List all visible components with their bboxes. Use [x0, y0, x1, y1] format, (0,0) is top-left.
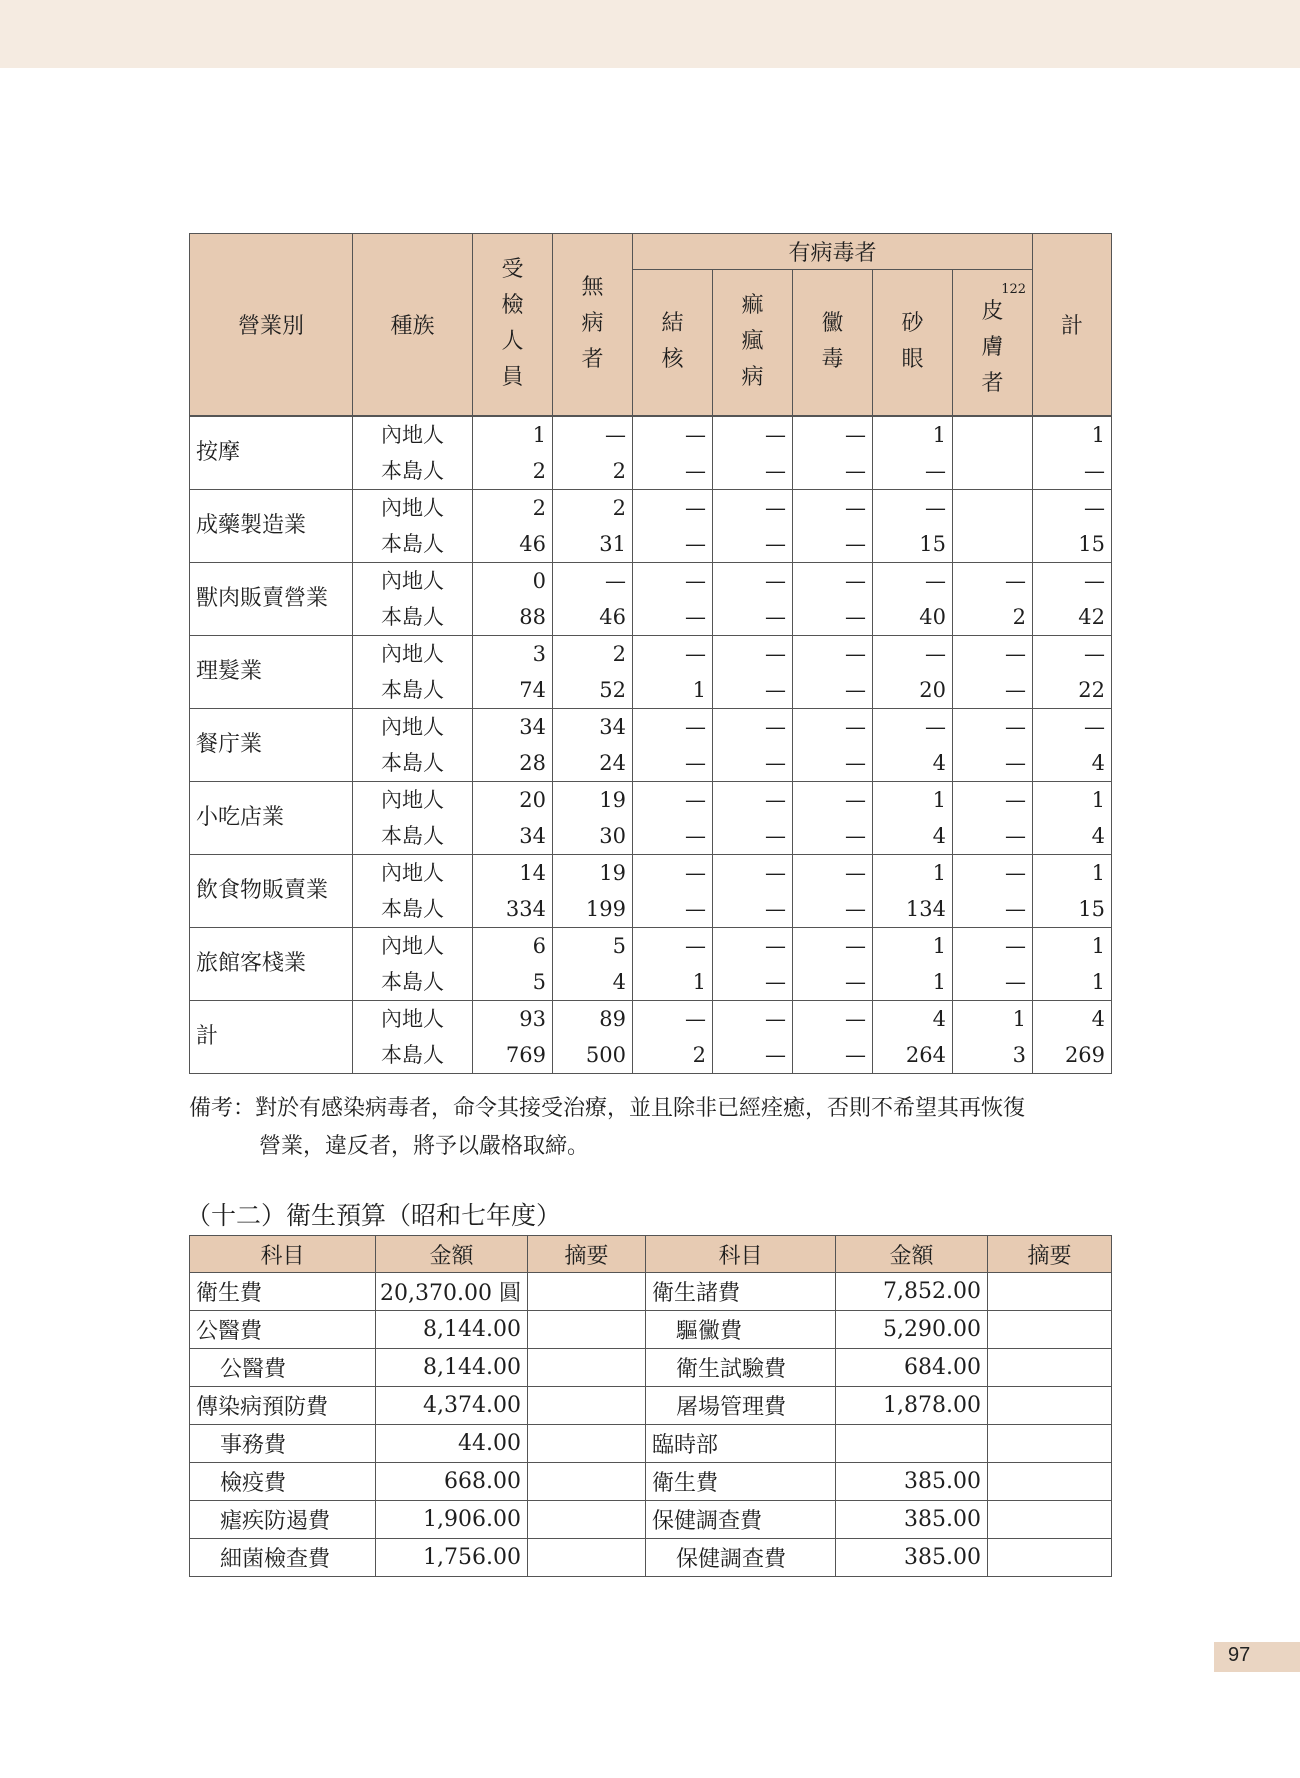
budget-row — [190, 1501, 1112, 1539]
budget-amount: 1,878.00 — [836, 1387, 988, 1425]
value-cell: — — [953, 818, 1033, 855]
business-type: 獸肉販賣營業 — [190, 562, 353, 635]
header-label: 結 核 — [661, 311, 684, 373]
value-cell: — — [793, 416, 873, 453]
header-note-right: 摘要 — [988, 1236, 1112, 1273]
value-cell: 2 — [473, 489, 553, 526]
value-cell: 2 — [553, 489, 633, 526]
value-cell: 14 — [473, 854, 553, 891]
table-row — [190, 416, 1112, 453]
business-type: 旅館客棧業 — [190, 927, 353, 1000]
value-cell: — — [633, 453, 713, 490]
value-cell: 0 — [473, 562, 553, 599]
header-infected-group: 有病毒者 — [633, 234, 1033, 270]
race-cell: 內地人 — [353, 562, 473, 599]
budget-item: 衛生試驗費 — [646, 1349, 836, 1387]
value-cell: 769 — [473, 1037, 553, 1074]
value-cell: 22 — [1033, 672, 1112, 709]
value-cell: 93 — [473, 1000, 553, 1037]
value-cell: 199 — [553, 891, 633, 928]
value-cell: — — [793, 964, 873, 1001]
budget-amount: 1,756.00 — [376, 1539, 528, 1577]
budget-amount: 20,370.00 圓 — [376, 1273, 528, 1311]
budget-note — [528, 1425, 646, 1463]
budget-amount: 8,144.00 — [376, 1311, 528, 1349]
value-cell: — — [793, 708, 873, 745]
value-cell — [953, 453, 1033, 490]
value-cell: 20 — [473, 781, 553, 818]
budget-item: 細菌檢查費 — [190, 1539, 376, 1577]
value-cell: 4 — [873, 745, 953, 782]
value-cell: — — [1033, 453, 1112, 490]
budget-amount: 385.00 — [836, 1501, 988, 1539]
race-cell: 本島人 — [353, 599, 473, 636]
value-cell: — — [633, 635, 713, 672]
value-cell: 34 — [553, 708, 633, 745]
race-cell: 本島人 — [353, 818, 473, 855]
table-row — [190, 708, 1112, 745]
value-cell: 2 — [473, 453, 553, 490]
budget-note — [988, 1539, 1112, 1577]
remark-line-1: 備考：對於有感染病毒者，命令其接受治療，並且除非已經痊癒，否則不希望其再恢復 — [189, 1096, 1026, 1121]
inspection-table — [189, 233, 1112, 1074]
value-cell: 4 — [1033, 745, 1112, 782]
budget-note — [988, 1349, 1112, 1387]
value-cell: 15 — [873, 526, 953, 563]
budget-note — [988, 1463, 1112, 1501]
value-cell: 1 — [1033, 927, 1112, 964]
value-cell: — — [953, 927, 1033, 964]
value-cell: 1 — [1033, 964, 1112, 1001]
budget-item: 傳染病預防費 — [190, 1387, 376, 1425]
value-cell: — — [793, 891, 873, 928]
value-cell: 264 — [873, 1037, 953, 1074]
value-cell: — — [713, 818, 793, 855]
value-cell: 31 — [553, 526, 633, 563]
value-cell — [953, 489, 1033, 526]
value-cell: — — [793, 1037, 873, 1074]
value-cell: — — [793, 526, 873, 563]
value-cell: 2 — [553, 635, 633, 672]
business-type: 飲食物販賣業 — [190, 854, 353, 927]
budget-amount: 8,144.00 — [376, 1349, 528, 1387]
table-row — [190, 781, 1112, 818]
budget-amount: 7,852.00 — [836, 1273, 988, 1311]
budget-row — [190, 1387, 1112, 1425]
budget-amount: 5,290.00 — [836, 1311, 988, 1349]
value-cell: — — [633, 854, 713, 891]
value-cell: — — [873, 453, 953, 490]
race-cell: 內地人 — [353, 781, 473, 818]
page-number: 97 — [1228, 1644, 1251, 1666]
value-cell: 5 — [553, 927, 633, 964]
value-cell: 30 — [553, 818, 633, 855]
budget-note — [528, 1501, 646, 1539]
value-cell: — — [793, 635, 873, 672]
value-cell: — — [633, 927, 713, 964]
value-cell: — — [953, 854, 1033, 891]
value-cell: — — [793, 489, 873, 526]
value-cell: 46 — [473, 526, 553, 563]
value-cell: — — [1033, 708, 1112, 745]
business-type: 計 — [190, 1000, 353, 1073]
value-cell: — — [1033, 562, 1112, 599]
header-no-disease — [553, 234, 633, 416]
value-cell: — — [793, 453, 873, 490]
race-cell: 本島人 — [353, 964, 473, 1001]
value-cell: — — [633, 1000, 713, 1037]
top-decorative-band — [0, 0, 1300, 68]
value-cell: — — [633, 708, 713, 745]
budget-amount — [836, 1425, 988, 1463]
value-cell: — — [793, 599, 873, 636]
budget-item: 瘧疾防遏費 — [190, 1501, 376, 1539]
value-cell: 2 — [553, 453, 633, 490]
table-row — [190, 927, 1112, 964]
value-cell: 269 — [1033, 1037, 1112, 1074]
table-row — [190, 635, 1112, 672]
value-cell: — — [793, 745, 873, 782]
budget-table — [189, 1235, 1112, 1577]
budget-row — [190, 1425, 1112, 1463]
value-cell: — — [953, 964, 1033, 1001]
value-cell: — — [793, 854, 873, 891]
value-cell: — — [953, 891, 1033, 928]
business-type: 餐庁業 — [190, 708, 353, 781]
race-cell: 本島人 — [353, 672, 473, 709]
value-cell: 20 — [873, 672, 953, 709]
value-cell: 6 — [473, 927, 553, 964]
header-item-right: 科目 — [646, 1236, 836, 1273]
footnote-marker: 122 — [1001, 282, 1027, 298]
value-cell: — — [713, 781, 793, 818]
budget-item: 衛生費 — [646, 1463, 836, 1501]
header-label: 痲 瘋 病 — [741, 293, 764, 391]
value-cell: 34 — [473, 818, 553, 855]
value-cell: 19 — [553, 854, 633, 891]
value-cell: — — [713, 453, 793, 490]
value-cell: — — [713, 489, 793, 526]
value-cell: 15 — [1033, 891, 1112, 928]
value-cell: — — [553, 562, 633, 599]
header-amount-left: 金額 — [376, 1236, 528, 1273]
table-row — [190, 489, 1112, 526]
table-row — [190, 562, 1112, 599]
value-cell: — — [633, 781, 713, 818]
value-cell: — — [793, 927, 873, 964]
race-cell: 內地人 — [353, 416, 473, 453]
budget-item: 檢疫費 — [190, 1463, 376, 1501]
race-cell: 本島人 — [353, 745, 473, 782]
value-cell: — — [713, 526, 793, 563]
value-cell: 3 — [473, 635, 553, 672]
value-cell: 1 — [1033, 854, 1112, 891]
value-cell: 500 — [553, 1037, 633, 1074]
value-cell: — — [713, 745, 793, 782]
value-cell: 89 — [553, 1000, 633, 1037]
race-cell: 內地人 — [353, 708, 473, 745]
value-cell: — — [873, 562, 953, 599]
value-cell: — — [633, 891, 713, 928]
value-cell: — — [713, 562, 793, 599]
business-type: 小吃店業 — [190, 781, 353, 854]
value-cell: — — [713, 672, 793, 709]
value-cell: — — [633, 416, 713, 453]
value-cell: — — [953, 745, 1033, 782]
header-amount-right: 金額 — [836, 1236, 988, 1273]
budget-item: 保健調查費 — [646, 1501, 836, 1539]
budget-item: 臨時部 — [646, 1425, 836, 1463]
budget-row — [190, 1539, 1112, 1577]
value-cell: — — [713, 1037, 793, 1074]
header-tuberculosis — [633, 270, 713, 416]
value-cell: — — [713, 854, 793, 891]
budget-note — [988, 1501, 1112, 1539]
value-cell: — — [953, 635, 1033, 672]
value-cell: — — [873, 708, 953, 745]
value-cell: — — [713, 1000, 793, 1037]
business-type: 理髮業 — [190, 635, 353, 708]
value-cell: — — [633, 562, 713, 599]
value-cell: 34 — [473, 708, 553, 745]
header-note-left: 摘要 — [528, 1236, 646, 1273]
value-cell: 28 — [473, 745, 553, 782]
value-cell: — — [793, 672, 873, 709]
value-cell — [953, 526, 1033, 563]
header-leprosy — [713, 270, 793, 416]
budget-amount: 4,374.00 — [376, 1387, 528, 1425]
value-cell: 4 — [873, 1000, 953, 1037]
value-cell: 46 — [553, 599, 633, 636]
value-cell: — — [713, 635, 793, 672]
value-cell: 134 — [873, 891, 953, 928]
budget-note — [988, 1311, 1112, 1349]
value-cell: 1 — [1033, 781, 1112, 818]
value-cell: 42 — [1033, 599, 1112, 636]
budget-note — [528, 1273, 646, 1311]
race-cell: 內地人 — [353, 854, 473, 891]
budget-item: 衛生諸費 — [646, 1273, 836, 1311]
business-type: 成藥製造業 — [190, 489, 353, 562]
race-cell: 內地人 — [353, 927, 473, 964]
value-cell: 4 — [1033, 1000, 1112, 1037]
value-cell: — — [953, 672, 1033, 709]
value-cell: — — [713, 964, 793, 1001]
value-cell: — — [953, 562, 1033, 599]
budget-amount: 668.00 — [376, 1463, 528, 1501]
value-cell: 1 — [873, 964, 953, 1001]
remark-note — [189, 1090, 1119, 1166]
page-number-tab — [1214, 1642, 1300, 1672]
race-cell: 內地人 — [353, 489, 473, 526]
budget-note — [988, 1273, 1112, 1311]
value-cell: — — [713, 599, 793, 636]
remark-line-2: 營業，違反者，將予以嚴格取締。 — [259, 1134, 590, 1159]
budget-item: 事務費 — [190, 1425, 376, 1463]
budget-item: 屠場管理費 — [646, 1387, 836, 1425]
header-label: 無 病 者 — [581, 275, 604, 373]
value-cell: 15 — [1033, 526, 1112, 563]
value-cell: 1 — [953, 1000, 1033, 1037]
budget-note — [528, 1463, 646, 1501]
value-cell: — — [793, 562, 873, 599]
budget-amount: 684.00 — [836, 1349, 988, 1387]
value-cell: 74 — [473, 672, 553, 709]
budget-amount: 44.00 — [376, 1425, 528, 1463]
header-label: 砂 眼 — [901, 311, 924, 373]
value-cell: 52 — [553, 672, 633, 709]
value-cell: — — [953, 781, 1033, 818]
race-cell: 本島人 — [353, 891, 473, 928]
value-cell: 1 — [873, 416, 953, 453]
value-cell: 4 — [1033, 818, 1112, 855]
value-cell: 88 — [473, 599, 553, 636]
value-cell: 1 — [873, 781, 953, 818]
value-cell: — — [713, 891, 793, 928]
value-cell: — — [1033, 489, 1112, 526]
value-cell: — — [633, 599, 713, 636]
budget-item: 衛生費 — [190, 1273, 376, 1311]
value-cell: — — [713, 927, 793, 964]
value-cell: — — [793, 1000, 873, 1037]
header-label: 受 檢 人 員 — [501, 257, 524, 391]
value-cell: — — [633, 745, 713, 782]
value-cell: 4 — [553, 964, 633, 1001]
business-type: 按摩 — [190, 416, 353, 490]
budget-amount: 385.00 — [836, 1463, 988, 1501]
race-cell: 本島人 — [353, 453, 473, 490]
value-cell: 1 — [473, 416, 553, 453]
value-cell: — — [1033, 635, 1112, 672]
value-cell: — — [713, 416, 793, 453]
value-cell: — — [793, 781, 873, 818]
value-cell: 1 — [873, 927, 953, 964]
budget-note — [988, 1425, 1112, 1463]
value-cell: 2 — [633, 1037, 713, 1074]
budget-note — [528, 1311, 646, 1349]
section-title: （十二）衛生預算（昭和七年度） — [186, 1201, 562, 1230]
budget-item: 驅黴費 — [646, 1311, 836, 1349]
race-cell: 內地人 — [353, 635, 473, 672]
value-cell: 1 — [633, 672, 713, 709]
budget-row — [190, 1273, 1112, 1311]
value-cell: — — [633, 526, 713, 563]
value-cell: — — [953, 708, 1033, 745]
value-cell: 40 — [873, 599, 953, 636]
budget-note — [528, 1387, 646, 1425]
budget-note — [988, 1387, 1112, 1425]
value-cell: 2 — [953, 599, 1033, 636]
header-label: 黴 毒 — [821, 311, 844, 373]
header-trachoma — [873, 270, 953, 416]
budget-item: 公醫費 — [190, 1311, 376, 1349]
race-cell: 本島人 — [353, 1037, 473, 1074]
header-syphilis — [793, 270, 873, 416]
header-business: 營業別 — [190, 234, 353, 416]
value-cell: 334 — [473, 891, 553, 928]
value-cell: 1 — [633, 964, 713, 1001]
header-item-left: 科目 — [190, 1236, 376, 1273]
value-cell: 5 — [473, 964, 553, 1001]
table-row — [190, 854, 1112, 891]
budget-row — [190, 1463, 1112, 1501]
value-cell: — — [633, 818, 713, 855]
value-cell: — — [633, 489, 713, 526]
value-cell: — — [873, 635, 953, 672]
budget-item: 公醫費 — [190, 1349, 376, 1387]
budget-row — [190, 1349, 1112, 1387]
budget-note — [528, 1349, 646, 1387]
value-cell: — — [793, 818, 873, 855]
budget-row — [190, 1311, 1112, 1349]
header-skin-disease — [953, 270, 1033, 416]
value-cell: 4 — [873, 818, 953, 855]
value-cell: — — [553, 416, 633, 453]
value-cell: 1 — [1033, 416, 1112, 453]
header-race: 種族 — [353, 234, 473, 416]
header-label: 皮 膚 者 — [981, 299, 1004, 397]
table-row — [190, 1000, 1112, 1037]
value-cell: 1 — [873, 854, 953, 891]
value-cell: — — [713, 708, 793, 745]
value-cell — [953, 416, 1033, 453]
value-cell: 3 — [953, 1037, 1033, 1074]
race-cell: 內地人 — [353, 1000, 473, 1037]
race-cell: 本島人 — [353, 526, 473, 563]
budget-note — [528, 1539, 646, 1577]
value-cell: 19 — [553, 781, 633, 818]
budget-item: 保健調查費 — [646, 1539, 836, 1577]
value-cell: 24 — [553, 745, 633, 782]
value-cell: — — [873, 489, 953, 526]
budget-amount: 385.00 — [836, 1539, 988, 1577]
header-total: 計 — [1033, 234, 1112, 416]
budget-amount: 1,906.00 — [376, 1501, 528, 1539]
header-examined — [473, 234, 553, 416]
